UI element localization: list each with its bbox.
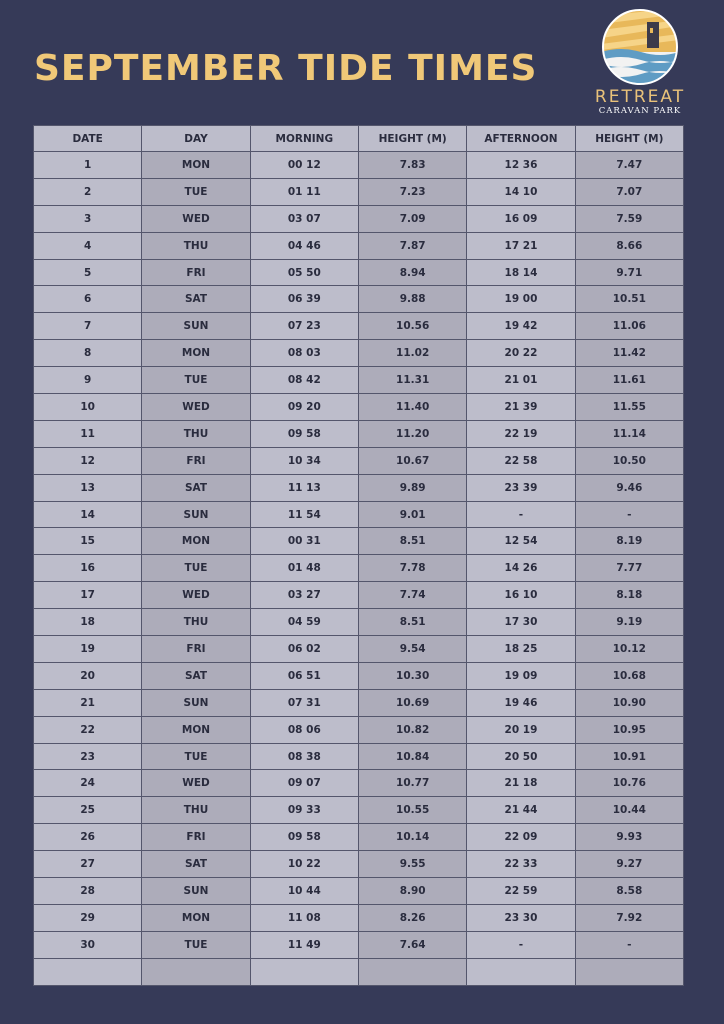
date-cell: 8 — [34, 340, 142, 367]
table-header — [34, 126, 684, 152]
morning-height-cell: 8.94 — [358, 259, 466, 286]
afternoon-time-cell: 22 19 — [467, 420, 575, 447]
morning-time-cell: 04 46 — [250, 232, 358, 259]
morning-height-cell: 7.83 — [358, 152, 466, 179]
morning-height-cell: 7.87 — [358, 232, 466, 259]
afternoon-height-cell: 7.59 — [575, 205, 683, 232]
morning-height-cell: 7.23 — [358, 178, 466, 205]
date-cell: 3 — [34, 205, 142, 232]
afternoon-time-cell: - — [467, 931, 575, 958]
morning-time-cell: 09 20 — [250, 394, 358, 421]
morning-time-cell: 03 07 — [250, 205, 358, 232]
table-row — [34, 851, 684, 878]
date-cell: 28 — [34, 878, 142, 905]
morning-height-cell: 9.89 — [358, 474, 466, 501]
afternoon-time-cell: 21 01 — [467, 367, 575, 394]
afternoon-time-cell: 22 09 — [467, 824, 575, 851]
morning-height-cell: 7.09 — [358, 205, 466, 232]
date-cell: 23 — [34, 743, 142, 770]
table-row — [34, 178, 684, 205]
table-row — [34, 447, 684, 474]
afternoon-time-cell: 18 14 — [467, 259, 575, 286]
afternoon-time-cell: 14 26 — [467, 555, 575, 582]
morning-height-cell: 10.77 — [358, 770, 466, 797]
date-cell: 1 — [34, 152, 142, 179]
morning-height-cell: 9.01 — [358, 501, 466, 528]
morning-height-column-header: HEIGHT (M) — [358, 126, 466, 152]
table-row — [34, 555, 684, 582]
morning-height-cell: 11.40 — [358, 394, 466, 421]
afternoon-height-cell: 8.66 — [575, 232, 683, 259]
date-cell: 27 — [34, 851, 142, 878]
day-cell: TUE — [142, 931, 250, 958]
morning-height-cell: 8.51 — [358, 528, 466, 555]
afternoon-height-cell: 10.90 — [575, 689, 683, 716]
day-cell: MON — [142, 152, 250, 179]
day-cell: WED — [142, 770, 250, 797]
morning-height-cell: 8.51 — [358, 609, 466, 636]
morning-height-cell: 10.82 — [358, 716, 466, 743]
morning-height-cell: 9.88 — [358, 286, 466, 313]
afternoon-height-cell: 8.18 — [575, 582, 683, 609]
afternoon-time-cell: 19 09 — [467, 662, 575, 689]
table-row — [34, 313, 684, 340]
day-cell: SUN — [142, 313, 250, 340]
afternoon-time-cell: 16 09 — [467, 205, 575, 232]
morning-time-cell: 11 54 — [250, 501, 358, 528]
morning-time-cell: 08 42 — [250, 367, 358, 394]
morning-height-cell: 9.55 — [358, 851, 466, 878]
day-cell: MON — [142, 528, 250, 555]
morning-time-cell: 10 34 — [250, 447, 358, 474]
day-cell: MON — [142, 340, 250, 367]
table-row — [34, 662, 684, 689]
afternoon-height-cell: 11.06 — [575, 313, 683, 340]
table-row — [34, 205, 684, 232]
table-row — [34, 367, 684, 394]
table-row — [34, 716, 684, 743]
date-cell: 2 — [34, 178, 142, 205]
morning-time-cell: 10 22 — [250, 851, 358, 878]
morning-height-cell: 9.54 — [358, 636, 466, 663]
day-cell: MON — [142, 904, 250, 931]
date-cell: 26 — [34, 824, 142, 851]
table-row — [34, 420, 684, 447]
morning-time-cell: 08 38 — [250, 743, 358, 770]
morning-time-cell: 11 13 — [250, 474, 358, 501]
morning-time-cell: 06 51 — [250, 662, 358, 689]
afternoon-time-cell: 20 19 — [467, 716, 575, 743]
afternoon-time-cell: 12 54 — [467, 528, 575, 555]
afternoon-height-cell: 10.12 — [575, 636, 683, 663]
day-cell: SUN — [142, 501, 250, 528]
morning-time-cell: 00 31 — [250, 528, 358, 555]
afternoon-time-cell: 12 36 — [467, 152, 575, 179]
date-cell: 20 — [34, 662, 142, 689]
date-cell: 12 — [34, 447, 142, 474]
morning-height-cell: 10.14 — [358, 824, 466, 851]
morning-time-cell: 09 58 — [250, 824, 358, 851]
date-cell: 7 — [34, 313, 142, 340]
afternoon-height-cell: 11.55 — [575, 394, 683, 421]
day-cell: FRI — [142, 824, 250, 851]
afternoon-height-cell: 7.92 — [575, 904, 683, 931]
afternoon-height-cell: 10.51 — [575, 286, 683, 313]
morning-height-cell: 10.67 — [358, 447, 466, 474]
morning-time-cell: 03 27 — [250, 582, 358, 609]
afternoon-time-cell: 23 39 — [467, 474, 575, 501]
date-cell: 25 — [34, 797, 142, 824]
day-cell: FRI — [142, 259, 250, 286]
morning-time-cell: 08 06 — [250, 716, 358, 743]
afternoon-time-cell: 19 00 — [467, 286, 575, 313]
table-row — [34, 152, 684, 179]
morning-column-header: MORNING — [250, 126, 358, 152]
morning-time-cell: 07 31 — [250, 689, 358, 716]
table-row — [34, 931, 684, 958]
afternoon-height-cell: - — [575, 501, 683, 528]
morning-height-cell: 11.02 — [358, 340, 466, 367]
table-row — [34, 770, 684, 797]
afternoon-time-cell: 18 25 — [467, 636, 575, 663]
morning-height-cell: 10.55 — [358, 797, 466, 824]
date-cell: 11 — [34, 420, 142, 447]
afternoon-time-cell: 21 44 — [467, 797, 575, 824]
afternoon-height-cell: 9.46 — [575, 474, 683, 501]
afternoon-time-cell — [467, 958, 575, 985]
afternoon-time-cell: 14 10 — [467, 178, 575, 205]
afternoon-time-cell: - — [467, 501, 575, 528]
afternoon-height-cell: 9.71 — [575, 259, 683, 286]
morning-height-cell — [358, 958, 466, 985]
morning-height-cell: 10.30 — [358, 662, 466, 689]
morning-height-cell: 7.64 — [358, 931, 466, 958]
date-cell: 4 — [34, 232, 142, 259]
afternoon-time-cell: 22 58 — [467, 447, 575, 474]
day-column-header: DAY — [142, 126, 250, 152]
day-cell: WED — [142, 394, 250, 421]
morning-height-cell: 10.84 — [358, 743, 466, 770]
morning-time-cell — [250, 958, 358, 985]
day-cell: SAT — [142, 286, 250, 313]
morning-height-cell: 10.69 — [358, 689, 466, 716]
date-cell: 30 — [34, 931, 142, 958]
date-cell: 9 — [34, 367, 142, 394]
afternoon-height-cell: 7.77 — [575, 555, 683, 582]
table-row — [34, 582, 684, 609]
morning-time-cell: 01 48 — [250, 555, 358, 582]
afternoon-height-cell: 11.14 — [575, 420, 683, 447]
afternoon-time-cell: 22 59 — [467, 878, 575, 905]
day-cell: TUE — [142, 178, 250, 205]
table-row — [34, 474, 684, 501]
table-row — [34, 528, 684, 555]
afternoon-height-cell: 8.19 — [575, 528, 683, 555]
morning-height-cell: 11.31 — [358, 367, 466, 394]
morning-time-cell: 06 02 — [250, 636, 358, 663]
day-cell: WED — [142, 205, 250, 232]
morning-time-cell: 09 07 — [250, 770, 358, 797]
afternoon-height-cell: 10.50 — [575, 447, 683, 474]
morning-time-cell: 04 59 — [250, 609, 358, 636]
afternoon-height-cell — [575, 958, 683, 985]
day-cell: SUN — [142, 689, 250, 716]
table-row — [34, 501, 684, 528]
afternoon-height-cell: 11.42 — [575, 340, 683, 367]
afternoon-time-cell: 21 39 — [467, 394, 575, 421]
afternoon-time-cell: 19 46 — [467, 689, 575, 716]
morning-time-cell: 05 50 — [250, 259, 358, 286]
table-row — [34, 286, 684, 313]
afternoon-height-cell: 9.19 — [575, 609, 683, 636]
page-title: SEPTEMBER TIDE TIMES — [34, 48, 538, 89]
afternoon-height-cell: 10.95 — [575, 716, 683, 743]
morning-time-cell: 08 03 — [250, 340, 358, 367]
morning-height-cell: 11.20 — [358, 420, 466, 447]
afternoon-time-cell: 19 42 — [467, 313, 575, 340]
table-row — [34, 824, 684, 851]
afternoon-height-cell: 7.47 — [575, 152, 683, 179]
table-row — [34, 232, 684, 259]
afternoon-height-column-header: HEIGHT (M) — [575, 126, 683, 152]
date-cell: 19 — [34, 636, 142, 663]
day-cell: TUE — [142, 555, 250, 582]
date-cell: 5 — [34, 259, 142, 286]
day-cell: SAT — [142, 851, 250, 878]
day-cell: WED — [142, 582, 250, 609]
afternoon-time-cell: 21 18 — [467, 770, 575, 797]
table-row — [34, 689, 684, 716]
afternoon-height-cell: 8.58 — [575, 878, 683, 905]
table-row — [34, 259, 684, 286]
morning-height-cell: 7.78 — [358, 555, 466, 582]
sun-waves-logo-icon — [601, 8, 679, 86]
table-row — [34, 904, 684, 931]
morning-time-cell: 07 23 — [250, 313, 358, 340]
afternoon-height-cell: 10.76 — [575, 770, 683, 797]
logo-name: RETREAT — [594, 87, 686, 107]
day-cell: THU — [142, 609, 250, 636]
afternoon-height-cell: 10.91 — [575, 743, 683, 770]
date-cell: 15 — [34, 528, 142, 555]
day-cell: TUE — [142, 367, 250, 394]
date-cell: 6 — [34, 286, 142, 313]
day-cell: SAT — [142, 662, 250, 689]
date-cell: 24 — [34, 770, 142, 797]
date-cell: 17 — [34, 582, 142, 609]
logo-subtitle: CARAVAN PARK — [598, 106, 682, 116]
day-cell — [142, 958, 250, 985]
date-cell: 14 — [34, 501, 142, 528]
table-row — [34, 743, 684, 770]
afternoon-time-cell: 17 21 — [467, 232, 575, 259]
table-row — [34, 636, 684, 663]
date-cell: 10 — [34, 394, 142, 421]
morning-time-cell: 06 39 — [250, 286, 358, 313]
date-cell: 16 — [34, 555, 142, 582]
date-cell: 18 — [34, 609, 142, 636]
day-cell: SUN — [142, 878, 250, 905]
date-cell: 13 — [34, 474, 142, 501]
table-row — [34, 340, 684, 367]
date-cell — [34, 958, 142, 985]
afternoon-time-cell: 23 30 — [467, 904, 575, 931]
afternoon-height-cell: 7.07 — [575, 178, 683, 205]
morning-time-cell: 11 08 — [250, 904, 358, 931]
afternoon-height-cell: 9.93 — [575, 824, 683, 851]
afternoon-time-cell: 20 22 — [467, 340, 575, 367]
day-cell: FRI — [142, 636, 250, 663]
day-cell: FRI — [142, 447, 250, 474]
date-cell: 22 — [34, 716, 142, 743]
morning-time-cell: 01 11 — [250, 178, 358, 205]
morning-time-cell: 10 44 — [250, 878, 358, 905]
morning-time-cell: 09 33 — [250, 797, 358, 824]
day-cell: SAT — [142, 474, 250, 501]
day-cell: THU — [142, 797, 250, 824]
date-cell: 21 — [34, 689, 142, 716]
afternoon-time-cell: 22 33 — [467, 851, 575, 878]
morning-time-cell: 00 12 — [250, 152, 358, 179]
retreat-logo — [588, 8, 692, 120]
table-row — [34, 609, 684, 636]
day-cell: TUE — [142, 743, 250, 770]
tide-times-table — [33, 125, 684, 986]
afternoon-time-cell: 16 10 — [467, 582, 575, 609]
table-row — [34, 394, 684, 421]
morning-height-cell: 10.56 — [358, 313, 466, 340]
afternoon-height-cell: 11.61 — [575, 367, 683, 394]
day-cell: THU — [142, 232, 250, 259]
afternoon-column-header: AFTERNOON — [467, 126, 575, 152]
afternoon-time-cell: 17 30 — [467, 609, 575, 636]
morning-height-cell: 8.26 — [358, 904, 466, 931]
table-body — [34, 152, 684, 986]
table-row — [34, 878, 684, 905]
morning-time-cell: 09 58 — [250, 420, 358, 447]
day-cell: THU — [142, 420, 250, 447]
day-cell: MON — [142, 716, 250, 743]
morning-height-cell: 8.90 — [358, 878, 466, 905]
morning-height-cell: 7.74 — [358, 582, 466, 609]
morning-time-cell: 11 49 — [250, 931, 358, 958]
afternoon-height-cell: 10.44 — [575, 797, 683, 824]
table-row — [34, 797, 684, 824]
afternoon-time-cell: 20 50 — [467, 743, 575, 770]
afternoon-height-cell: - — [575, 931, 683, 958]
afternoon-height-cell: 10.68 — [575, 662, 683, 689]
date-column-header: DATE — [34, 126, 142, 152]
afternoon-height-cell: 9.27 — [575, 851, 683, 878]
table-row — [34, 958, 684, 985]
date-cell: 29 — [34, 904, 142, 931]
